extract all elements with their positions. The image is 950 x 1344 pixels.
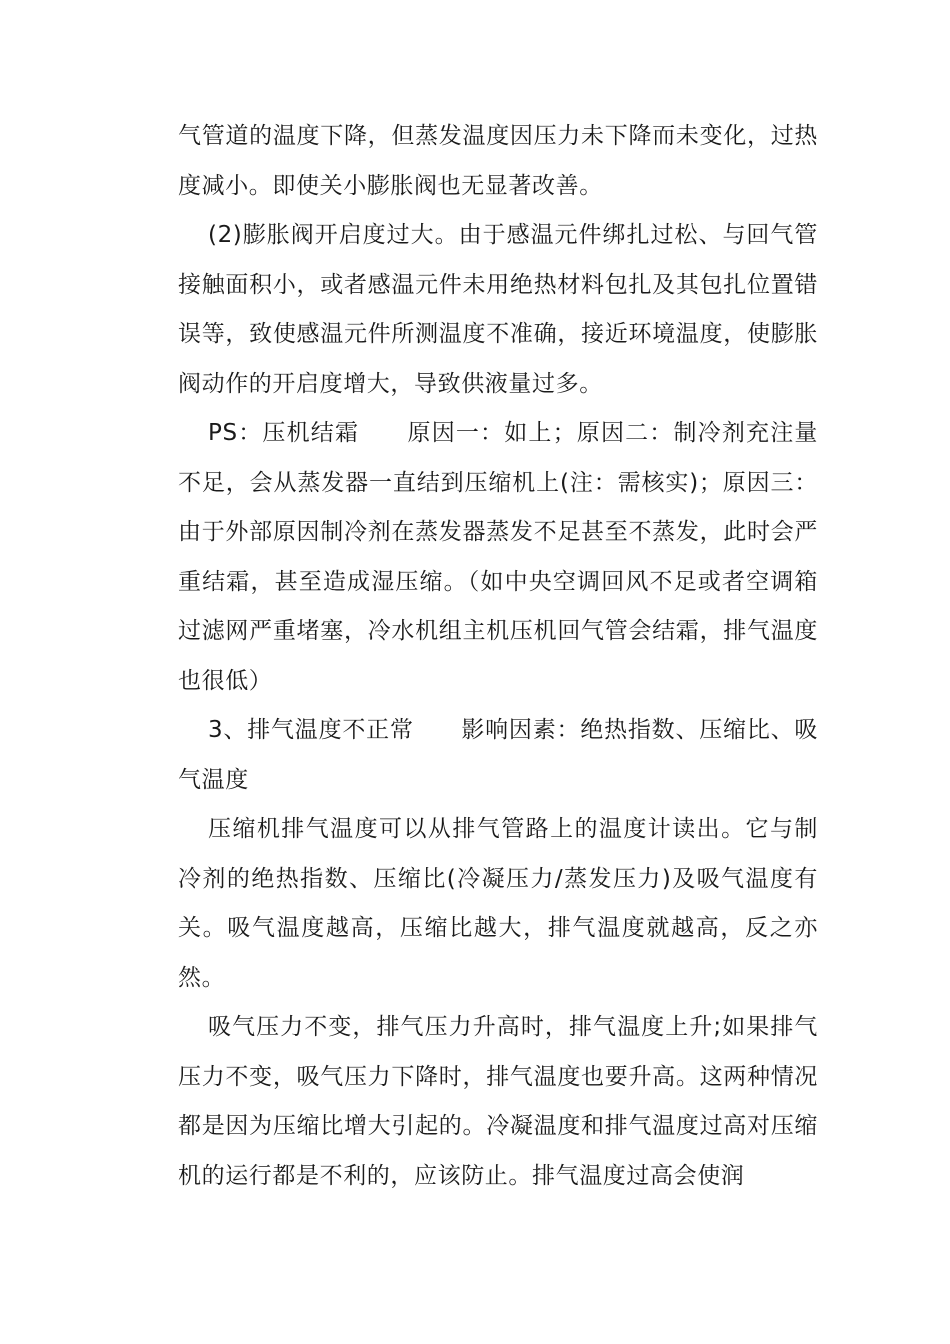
paragraph-pressure-ratio: 吸气压力不变，排气压力升高时，排气温度上升;如果排气压力不变，吸气压力下降时，排气温度也要升高。这两种情况都是因为压缩比增大引起的。冷凝温度和排气温度过高对压缩机的运行都是不利的，应该防止。排气温度过高会使润: [178, 1014, 818, 1189]
paragraph-compressor-frost: PS：压机结霜 原因一：如上；原因二：制冷剂充注量不足，会从蒸发器一直结到压缩机上(注：需核实)；原因三：由于外部原因制冷剂在蒸发器蒸发不足甚至不蒸发，此时会严重结霜，甚至造成湿压缩。（如中央空调回风不足或者空调箱过滤网严重堵塞，冷水机组主机压机回气管会结霜，排气温度也很低）: [178, 420, 818, 694]
section-heading-discharge-temperature: 3、排气温度不正常 影响因素：绝热指数、压缩比、吸气温度: [178, 717, 818, 793]
paragraph-expansion-valve: (2)膨胀阀开启度过大。由于感温元件绑扎过松、与回气管接触面积小，或者感温元件未用绝热材料包扎及其包扎位置错误等，致使感温元件所测温度不准确，接近环境温度，使膨胀阀动作的开启度增大，导致供液量过多。: [178, 222, 818, 397]
paragraph-discharge-temperature: 压缩机排气温度可以从排气管路上的温度计读出。它与制冷剂的绝热指数、压缩比(冷凝压力/蒸发压力)及吸气温度有关。吸气温度越高，压缩比越大，排气温度就越高，反之亦然。: [178, 816, 818, 991]
paragraph-continuation: 气管道的温度下降，但蒸发温度因压力未下降而未变化，过热度减小。即使关小膨胀阀也无显著改善。: [178, 123, 818, 199]
document-body: [178, 112, 818, 1201]
